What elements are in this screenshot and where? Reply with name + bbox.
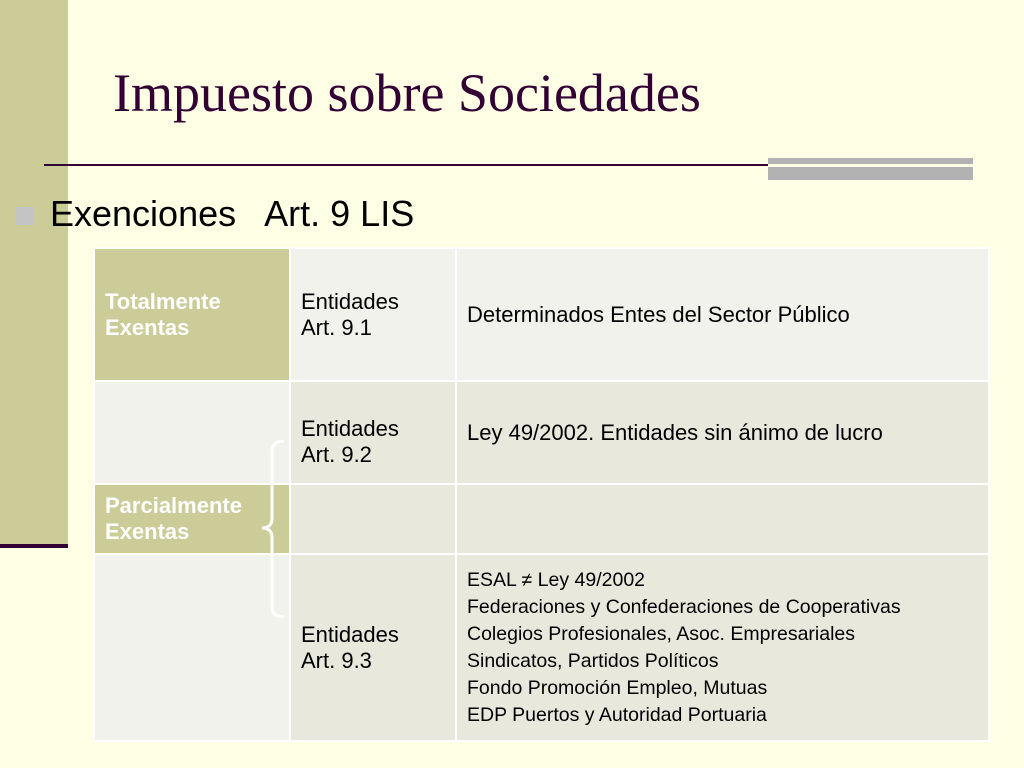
category-cell: Parcialmente Exentas (94, 484, 290, 554)
curly-brace-icon (258, 440, 288, 618)
description-cell: Ley 49/2002. Entidades sin ánimo de lucro (456, 381, 989, 484)
description-line: Federaciones y Confederaciones de Cooperativas (467, 595, 901, 618)
table-row (94, 484, 989, 554)
title-rule-accent (768, 158, 973, 180)
table-row (94, 248, 989, 381)
description-cell (456, 554, 989, 741)
entity-cell: Entidades Art. 9.1 (290, 248, 456, 381)
slide-title: Impuesto sobre Sociedades (113, 63, 701, 123)
left-accent-band (0, 0, 68, 544)
description-line: EDP Puertos y Autoridad Portuaria (467, 703, 767, 726)
description-cell: Determinados Entes del Sector Público (456, 248, 989, 381)
entity-cell (290, 484, 456, 554)
table-row (94, 381, 989, 484)
description-line: ESAL ≠ Ley 49/2002 (467, 568, 646, 591)
square-bullet-icon (16, 207, 34, 225)
bullet-text: Exenciones Art. 9 LIS (50, 193, 415, 234)
table-row (94, 554, 989, 741)
left-accent-line (0, 544, 68, 548)
entity-cell: Entidades Art. 9.2 (290, 381, 456, 484)
title-rule (44, 164, 774, 166)
entity-cell: Entidades Art. 9.3 (290, 554, 456, 741)
description-cell (456, 484, 989, 554)
description-line: Fondo Promoción Empleo, Mutuas (467, 676, 768, 699)
description-line: Colegios Profesionales, Asoc. Empresariales (467, 622, 856, 645)
description-line: Sindicatos, Partidos Políticos (467, 649, 719, 672)
category-cell: Totalmente Exentas (94, 248, 290, 381)
exemptions-table (93, 247, 990, 742)
